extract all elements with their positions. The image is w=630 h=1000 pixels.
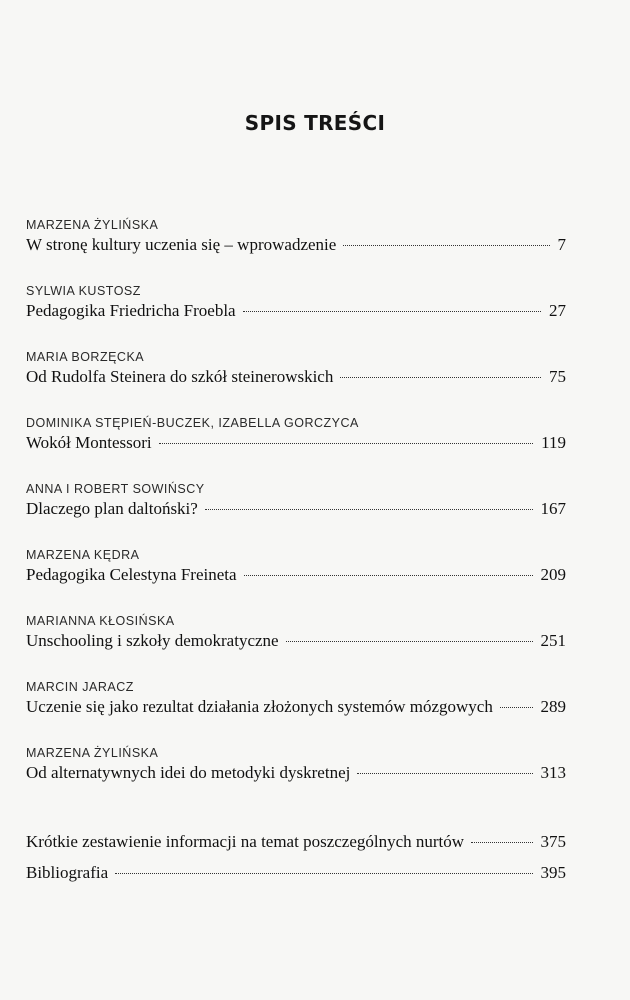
page-number: 7 (557, 235, 566, 254)
dot-leader (357, 773, 532, 774)
entry-title: Uczenie się jako rezultat działania złożonych systemów mózgowych (26, 697, 493, 716)
toc-extra-entry (26, 830, 566, 854)
toc-line (26, 365, 566, 389)
entry-author: ANNA I ROBERT SOWIŃSCY (26, 482, 205, 496)
page-number: 209 (540, 565, 566, 584)
entry-title: Pedagogika Friedricha Froebla (26, 301, 236, 320)
page-number: 75 (549, 367, 566, 386)
page-number: 251 (540, 631, 566, 650)
dot-leader (244, 575, 533, 576)
page-number: 167 (540, 499, 566, 518)
entry-title: W stronę kultury uczenia się – wprowadzenie (26, 235, 337, 254)
dot-leader (340, 377, 541, 378)
entry-author: SYLWIA KUSTOSZ (26, 284, 141, 298)
toc-line (26, 695, 566, 719)
toc-line (26, 497, 566, 521)
entry-title: Pedagogika Celestyna Freineta (26, 565, 237, 584)
toc-entry (26, 283, 566, 323)
page-number: 27 (549, 301, 566, 320)
toc-entry (26, 679, 566, 719)
dot-leader (205, 509, 533, 510)
toc-entry (26, 481, 566, 521)
toc-entry (26, 217, 566, 257)
dot-leader (115, 873, 532, 874)
toc-line (26, 830, 566, 854)
page-number: 313 (540, 763, 566, 782)
toc-extra-entry (26, 861, 566, 885)
entry-author: DOMINIKA STĘPIEŃ-BUCZEK, IZABELLA GORCZYCA (26, 416, 359, 430)
dot-leader (343, 245, 549, 246)
toc-entry (26, 349, 566, 389)
toc-line (26, 761, 566, 785)
page-number: 119 (541, 433, 566, 452)
entry-author: MARZENA ŻYLIŃSKA (26, 746, 159, 760)
entry-title: Unschooling i szkoły demokratyczne (26, 631, 279, 650)
page-title: SPIS TREŚCI (244, 111, 386, 135)
entry-author: MARCIN JARACZ (26, 680, 134, 694)
toc-entry (26, 547, 566, 587)
dot-leader (500, 707, 533, 708)
page-number: 289 (540, 697, 566, 716)
dot-leader (286, 641, 533, 642)
toc-line (26, 861, 566, 885)
entry-title: Bibliografia (26, 863, 109, 882)
page-number: 395 (540, 863, 566, 882)
entry-author: MARIA BORZĘCKA (26, 350, 145, 364)
entry-title: Dlaczego plan daltoński? (26, 499, 198, 518)
entry-author: MARZENA KĘDRA (26, 548, 140, 562)
toc-line (26, 563, 566, 587)
toc-line (26, 299, 566, 323)
toc-entry (26, 745, 566, 785)
toc-line (26, 233, 566, 257)
toc-line (26, 431, 566, 455)
entry-title: Krótkie zestawienie informacji na temat poszczególnych nurtów (26, 832, 465, 851)
entry-title: Wokół Montessori (26, 433, 152, 452)
entry-title: Od alternatywnych idei do metodyki dyskretnej (26, 763, 351, 782)
dot-leader (159, 443, 533, 444)
dot-leader (471, 842, 532, 843)
entry-title: Od Rudolfa Steinera do szkół steinerowskich (26, 367, 334, 386)
dot-leader (243, 311, 541, 312)
entry-author: MARIANNA KŁOSIŃSKA (26, 614, 175, 628)
toc-entry (26, 613, 566, 653)
toc-entry (26, 415, 566, 455)
page-number: 375 (540, 832, 566, 851)
toc-line (26, 629, 566, 653)
entry-author: MARZENA ŻYLIŃSKA (26, 218, 159, 232)
